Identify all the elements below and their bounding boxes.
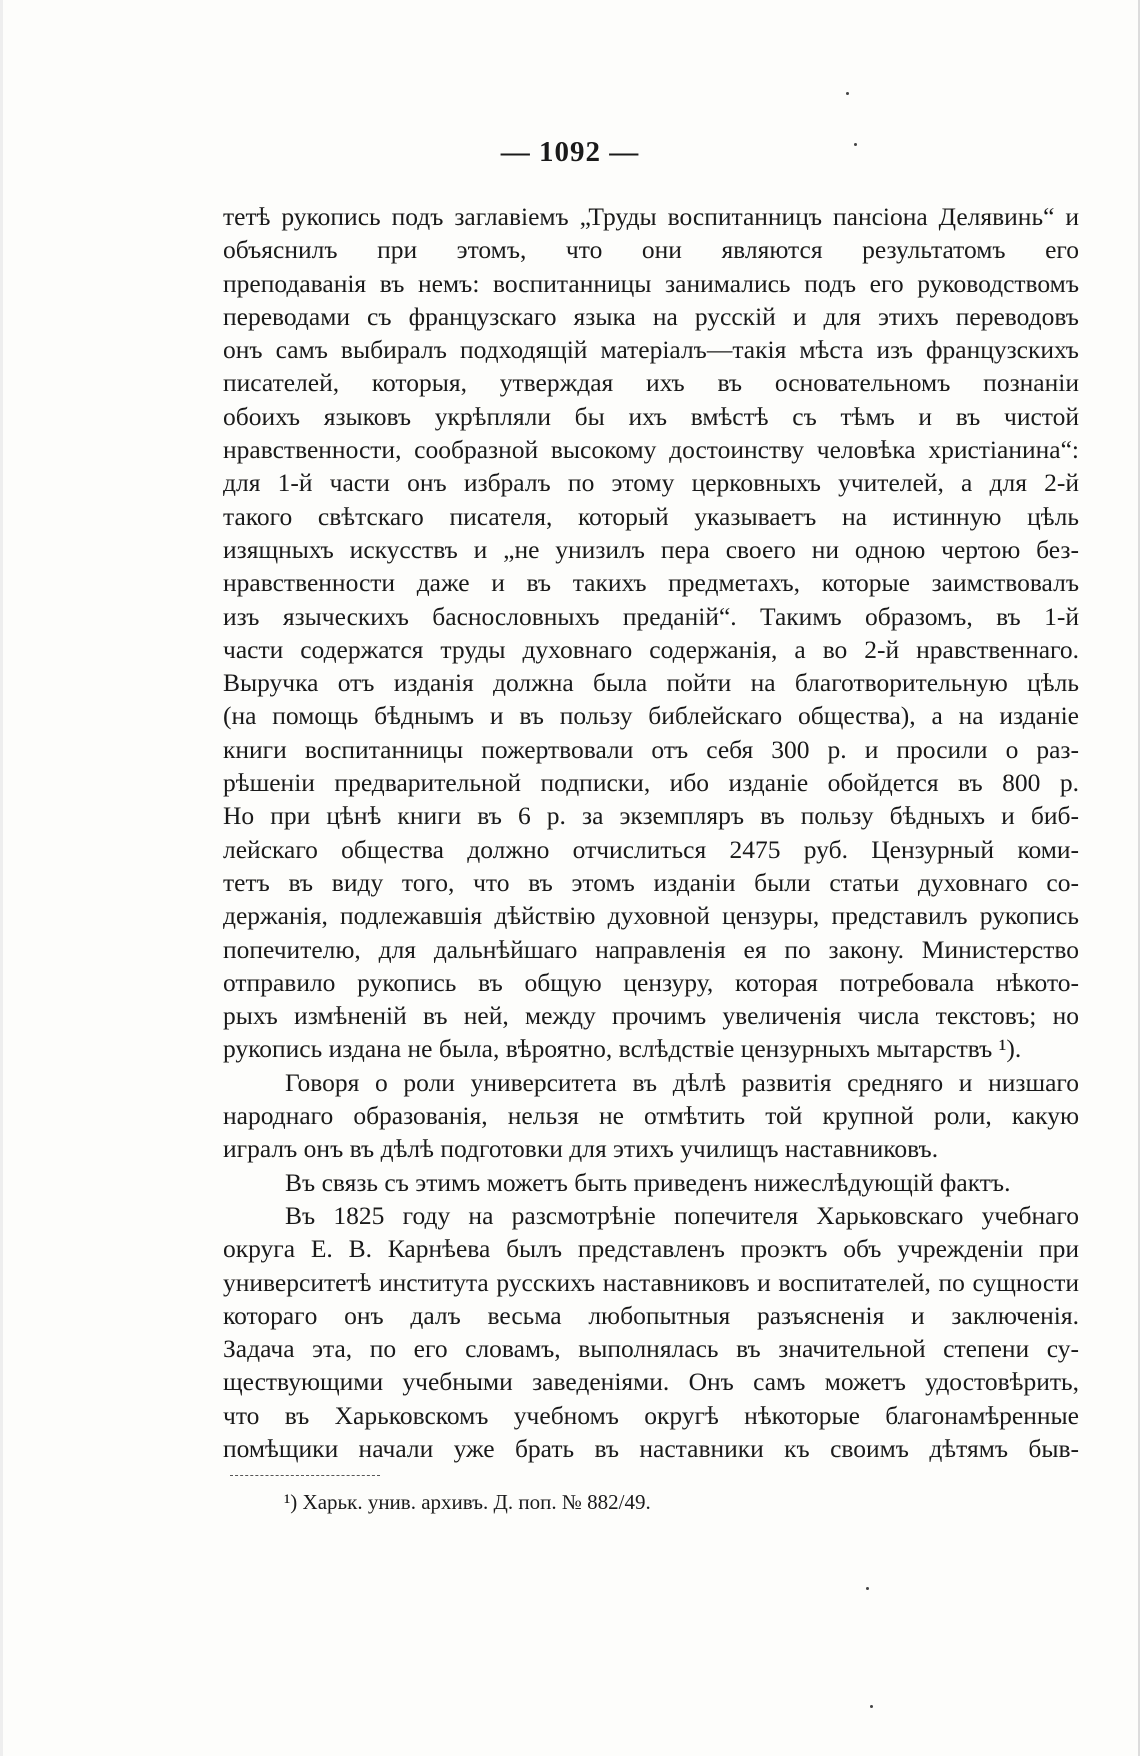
page-left-edge bbox=[0, 0, 3, 1756]
footnote-text: Харьк. унив. архивъ. Д. поп. № 882/49. bbox=[302, 1490, 651, 1514]
text-line: для 1-й части онъ избралъ по этому церковныхъ учителей, а для 2-й bbox=[223, 468, 1079, 498]
text-line: Въ связь съ этимъ можетъ быть приведенъ нижеслѣдующій фактъ. bbox=[285, 1167, 1011, 1197]
text-line: обоихъ языковъ укрѣпляли бы ихъ вмѣстѣ съ тѣмъ и въ чистой bbox=[223, 401, 1079, 431]
text-line: нравственности даже и въ такихъ предметахъ, которые заимствовалъ bbox=[223, 568, 1079, 598]
footnote-separator bbox=[230, 1475, 380, 1476]
text-line: изящныхъ искусствъ и „не унизилъ пера своего ни одною чертою без- bbox=[223, 534, 1079, 564]
text-line: округа Е. В. Карнѣева былъ представленъ проэктъ объ учрежденіи при bbox=[223, 1234, 1079, 1264]
text-line: преподаванія въ немъ: воспитанницы занимались подъ его руководствомъ bbox=[223, 268, 1079, 298]
text-line: игралъ онъ въ дѣлѣ подготовки для этихъ училищъ наставниковъ. bbox=[223, 1134, 939, 1164]
footnote-marker: ¹) bbox=[284, 1490, 298, 1514]
page-number: — 1092 — bbox=[500, 136, 640, 168]
text-line: нравственности, сообразной высокому достоинству человѣка христіанина“: bbox=[223, 435, 1079, 465]
text-line: тетъ въ виду того, что въ этомъ изданіи были статьи духовнаго со- bbox=[223, 867, 1079, 897]
text-line: держанія, подлежавшія дѣйствію духовной цензуры, представилъ рукопись bbox=[223, 901, 1079, 931]
text-line: такого свѣтскаго писателя, который указываетъ на истинную цѣль bbox=[223, 501, 1079, 531]
text-line: университетѣ института русскихъ наставниковъ и воспитателей, по сущности которагo онъ далъ весьма любопытныя разъясненія и заключенія. bbox=[223, 1267, 1079, 1330]
body-text bbox=[223, 200, 1079, 1465]
text-line: тетѣ рукопись подъ заглавіемъ „Труды воспитанницъ пансіона Делявинь“ и объяснилъ при этомъ, что они являются результатомъ его bbox=[223, 202, 1079, 265]
scan-speck bbox=[866, 1587, 869, 1590]
footnote bbox=[284, 1488, 651, 1516]
text-line: (на помощь бѣднымъ и въ пользу библейскаго общества), а на изданіе bbox=[223, 701, 1079, 731]
text-line: Задача эта, по его словамъ, выполнялась въ значительной степени су- bbox=[223, 1334, 1079, 1364]
text-line: Въ 1825 году на разсмотрѣніе попечителя Харьковскаго учебнаго bbox=[285, 1200, 1079, 1230]
text-line: Говоря о роли университета въ дѣлѣ развитія средняго и низшаго bbox=[285, 1067, 1079, 1097]
text-line: лейскаго общества должно отчислиться 2475 руб. Цензурный коми- bbox=[223, 834, 1079, 864]
text-line: рѣшеніи предварительной подписки, ибо изданіе обойдется въ 800 р. bbox=[223, 768, 1079, 798]
text-line: что въ Харьковскомъ учебномъ округѣ нѣкоторые благонамѣренные bbox=[223, 1400, 1079, 1430]
text-line: ществующими учебными заведеніями. Онъ самъ можетъ удостовѣрить, bbox=[223, 1367, 1079, 1397]
text-line: онъ самъ выбиралъ подходящій матеріалъ—такія мѣста изъ французскихъ писателей, которыя, утверждая ихъ въ основательномъ познаніи bbox=[223, 335, 1079, 398]
text-line: рукопись издана не была, вѣроятно, вслѣдствіе цензурныхъ мытарствъ ¹). bbox=[223, 1034, 1022, 1064]
text-line: Выручка отъ изданія должна была пойти на благотворительную цѣль bbox=[223, 668, 1079, 698]
text-line: изъ языческихъ баснословныхъ преданій“. Такимъ образомъ, въ 1-й bbox=[223, 601, 1079, 631]
text-line: части содержатся труды духовнаго содержанія, а во 2-й нравственнаго. bbox=[223, 634, 1079, 664]
text-line: книги воспитанницы пожертвовали отъ себя 300 р. и просили о раз- bbox=[223, 734, 1079, 764]
text-line: народнаго образованія, нельзя не отмѣтить той крупной роли, какую bbox=[223, 1101, 1079, 1131]
text-line: рыхъ измѣненій въ ней, между прочимъ увеличенія числа текстовъ; но bbox=[223, 1001, 1079, 1031]
scan-speck bbox=[846, 92, 849, 95]
text-line: помѣщики начали уже брать въ наставники къ своимъ дѣтямъ быв- bbox=[223, 1433, 1079, 1463]
text-line: попечителю, для дальнѣйшаго направленія ея по закону. Министерство bbox=[223, 934, 1079, 964]
scan-speck bbox=[870, 1705, 873, 1708]
text-line: отправило рукопись въ общую цензуру, которая потребовала нѣкото- bbox=[223, 967, 1079, 997]
text-line: переводами съ французскаго языка на русскій и для этихъ переводовъ bbox=[223, 301, 1079, 331]
text-line: Но при цѣнѣ книги въ 6 р. за экземпляръ въ пользу бѣдныхъ и биб- bbox=[223, 801, 1079, 831]
